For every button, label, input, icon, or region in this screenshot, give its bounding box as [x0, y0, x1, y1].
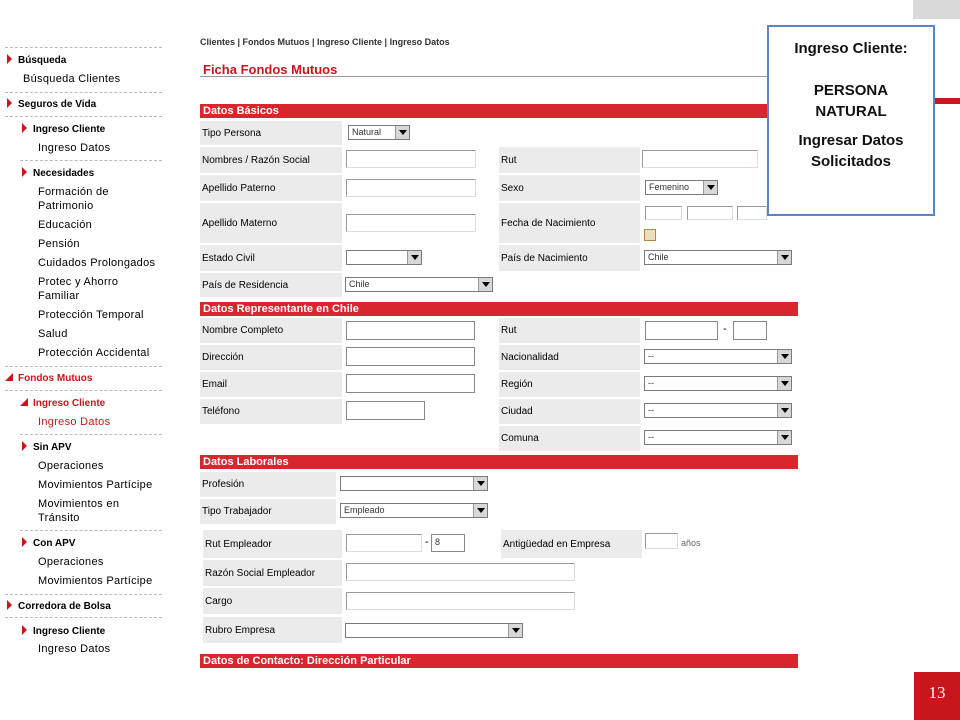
select-pais-nacimiento[interactable] [644, 250, 792, 265]
callout-line-1: Ingreso Cliente: [794, 40, 908, 57]
label-nombres: Nombres / Razón Social [200, 147, 342, 173]
dropdown-arrow-icon [777, 251, 791, 264]
sidebar-link-salud[interactable]: Salud [38, 328, 68, 340]
sidebar-link-sin-apv-movimientos[interactable]: Movimientos Partícipe [38, 479, 153, 491]
label-region: Región [499, 372, 640, 397]
input-fecha-mes[interactable] [687, 206, 733, 220]
label-sexo: Sexo [499, 175, 640, 201]
select-ciudad[interactable] [644, 403, 792, 418]
input-direccion[interactable] [346, 347, 475, 366]
sidebar-link-cuidados[interactable]: Cuidados Prolongados [38, 257, 156, 269]
label-ciudad: Ciudad [499, 399, 640, 424]
sidebar-item-fm-ingreso-cliente[interactable]: Ingreso Cliente [33, 398, 106, 409]
input-rut-empleador-dv[interactable]: 8 [431, 534, 465, 552]
input-rut[interactable] [642, 150, 758, 168]
input-apellido-materno[interactable] [346, 214, 476, 232]
page-title: Ficha Fondos Mutuos [203, 62, 338, 77]
sidebar-link-protec-ahorro-2[interactable]: Familiar [38, 290, 80, 302]
chevron-down-icon [20, 398, 28, 406]
select-estado-civil[interactable] [346, 250, 422, 265]
sidebar-link-formacion-2[interactable]: Patrimonio [38, 200, 94, 212]
label-cargo: Cargo [203, 588, 342, 614]
chevron-right-icon [22, 167, 27, 177]
dropdown-arrow-icon [777, 431, 791, 444]
sidebar-separator [20, 160, 162, 161]
sidebar-item-necesidades[interactable]: Necesidades [33, 168, 95, 179]
sidebar-item-busqueda[interactable]: Búsqueda [18, 55, 67, 66]
input-rut-empleador[interactable] [346, 534, 422, 552]
sidebar-link-pension[interactable]: Pensión [38, 238, 80, 250]
label-pais-residencia: País de Residencia [200, 273, 342, 297]
sidebar-link-protec-ahorro[interactable]: Protec y Ahorro [38, 276, 119, 288]
title-divider [200, 76, 800, 77]
sidebar-separator [5, 92, 162, 93]
sidebar-item-sv-ingreso-cliente[interactable]: Ingreso Cliente [33, 124, 106, 135]
breadcrumb: Clientes | Fondos Mutuos | Ingreso Cliente | Ingreso Datos [200, 37, 450, 47]
input-telefono[interactable] [346, 401, 425, 420]
sidebar-link-busqueda-clientes[interactable]: Búsqueda Clientes [23, 73, 121, 85]
select-pais-nacimiento-value: Chile [648, 252, 669, 262]
input-fecha-dia[interactable] [645, 206, 682, 220]
input-email[interactable] [346, 374, 475, 393]
sidebar-separator [5, 47, 162, 48]
sidebar-link-con-apv-movimientos[interactable]: Movimientos Partícipe [38, 575, 153, 587]
callout-spacer [769, 59, 933, 80]
label-profesion: Profesión [200, 472, 336, 497]
sidebar-item-con-apv[interactable]: Con APV [33, 538, 76, 549]
label-apellido-paterno: Apellido Paterno [200, 175, 342, 201]
sidebar-link-proteccion-accidental[interactable]: Protección Accidental [38, 347, 150, 359]
sidebar-item-sin-apv[interactable]: Sin APV [33, 442, 72, 453]
sidebar-link-formacion[interactable]: Formación de [38, 186, 109, 198]
input-cargo[interactable] [346, 592, 575, 610]
sidebar-link-sin-apv-operaciones[interactable]: Operaciones [38, 460, 104, 472]
select-sexo[interactable] [645, 180, 718, 195]
input-rep-rut-dv[interactable] [733, 321, 767, 340]
callout-line-2: PERSONA [813, 82, 889, 99]
sidebar-item-seguros-vida[interactable]: Seguros de Vida [18, 99, 97, 110]
chevron-right-icon [7, 600, 12, 610]
sidebar-link-proteccion-temporal[interactable]: Protección Temporal [38, 309, 144, 321]
sidebar-link-fm-ingreso-datos[interactable]: Ingreso Datos [38, 416, 111, 428]
chevron-right-icon [22, 123, 27, 133]
dropdown-arrow-icon [473, 504, 487, 517]
section-representante: Datos Representante en Chile [200, 302, 798, 316]
dropdown-arrow-icon [395, 126, 409, 139]
label-tipo-persona: Tipo Persona [200, 121, 342, 145]
dropdown-arrow-icon [777, 350, 791, 363]
select-ciudad-value: -- [648, 405, 654, 415]
label-nacionalidad: Nacionalidad [499, 345, 640, 370]
dropdown-arrow-icon [478, 278, 492, 291]
callout-spacer [769, 122, 933, 130]
select-pais-residencia[interactable] [345, 277, 493, 292]
label-tipo-trabajador: Tipo Trabajador [200, 499, 336, 524]
sidebar [0, 0, 170, 668]
input-antiguedad[interactable] [645, 533, 678, 549]
dropdown-arrow-icon [777, 404, 791, 417]
label-apellido-materno: Apellido Materno [200, 203, 342, 243]
label-direccion: Dirección [200, 345, 342, 370]
label-email: Email [200, 372, 342, 397]
sidebar-link-educacion[interactable]: Educación [38, 219, 93, 231]
sidebar-separator [20, 530, 162, 531]
select-tipo-trabajador[interactable] [340, 503, 488, 518]
select-tipo-persona-value: Natural [352, 127, 382, 137]
input-razon-social[interactable] [346, 563, 575, 581]
calendar-icon[interactable] [644, 229, 656, 241]
sidebar-link-con-apv-operaciones[interactable]: Operaciones [38, 556, 104, 568]
label-rut: Rut [499, 147, 640, 173]
sidebar-item-cb-ingreso-cliente[interactable]: Ingreso Cliente [33, 626, 106, 637]
input-rep-rut[interactable] [645, 321, 718, 340]
callout-box [767, 25, 935, 216]
chevron-right-icon [7, 54, 12, 64]
input-nombre-completo[interactable] [346, 321, 475, 340]
chevron-right-icon [22, 625, 27, 635]
select-rubro[interactable] [345, 623, 523, 638]
label-antiguedad: Antigüedad en Empresa [501, 530, 642, 558]
callout-line-3: NATURAL [815, 103, 887, 120]
label-estado-civil: Estado Civil [200, 245, 342, 271]
select-region[interactable] [644, 376, 792, 391]
sidebar-item-fondos-mutuos[interactable]: Fondos Mutuos [18, 373, 93, 384]
accent-bar [935, 98, 960, 104]
sidebar-separator [5, 594, 162, 595]
section-contacto: Datos de Contacto: Dirección Particular [200, 654, 798, 668]
dropdown-arrow-icon [407, 251, 421, 264]
sidebar-separator [20, 434, 162, 435]
rut-dash: - [723, 323, 727, 335]
label-rut-empleador: Rut Empleador [203, 530, 342, 558]
select-tipo-persona[interactable] [348, 125, 410, 140]
page-number: 13 [914, 672, 960, 720]
select-comuna[interactable] [644, 430, 792, 445]
select-pais-residencia-value: Chile [349, 279, 370, 289]
sidebar-separator [5, 366, 162, 367]
chevron-down-icon [5, 373, 13, 381]
label-rep-rut: Rut [499, 318, 640, 343]
select-nacionalidad[interactable] [644, 349, 792, 364]
sidebar-link-cb-ingreso-datos[interactable]: Ingreso Datos [38, 643, 111, 655]
input-nombres[interactable] [346, 150, 476, 168]
section-laborales: Datos Laborales [200, 455, 798, 469]
rut-empleador-dash: - [425, 536, 429, 548]
callout-line-5: Solicitados [810, 153, 892, 170]
dropdown-arrow-icon [777, 377, 791, 390]
dropdown-arrow-icon [703, 181, 717, 194]
label-razon-social: Razón Social Empleador [203, 560, 342, 586]
sidebar-link-movimientos-transito-2[interactable]: Tránsito [38, 512, 80, 524]
sidebar-link-movimientos-transito[interactable]: Movimientos en [38, 498, 120, 510]
label-telefono: Teléfono [200, 399, 342, 424]
chevron-right-icon [7, 98, 12, 108]
select-tipo-trabajador-value: Empleado [344, 505, 385, 515]
dropdown-arrow-icon [473, 477, 487, 490]
label-comuna: Comuna [499, 426, 640, 451]
select-profesion[interactable] [340, 476, 488, 491]
sidebar-item-corredora[interactable]: Corredora de Bolsa [18, 601, 111, 612]
dropdown-arrow-icon [508, 624, 522, 637]
callout-line-4: Ingresar Datos [798, 132, 904, 149]
sidebar-separator [5, 390, 162, 391]
select-region-value: -- [648, 378, 654, 388]
input-apellido-paterno[interactable] [346, 179, 476, 197]
section-datos-basicos: Datos Básicos [200, 104, 798, 118]
chevron-right-icon [22, 441, 27, 451]
sidebar-separator [5, 617, 162, 618]
label-fecha-nacimiento: Fecha de Nacimiento [499, 203, 640, 243]
anos-label: años [681, 538, 701, 548]
label-rubro: Rubro Empresa [203, 617, 342, 643]
corner-grey-block [913, 0, 960, 19]
chevron-right-icon [22, 537, 27, 547]
select-comuna-value: -- [648, 432, 654, 442]
select-sexo-value: Femenino [649, 182, 690, 192]
input-fecha-anio[interactable] [737, 206, 767, 220]
select-nacionalidad-value: -- [648, 351, 654, 361]
label-pais-nacimiento: País de Nacimiento [499, 245, 640, 271]
sidebar-link-sv-ingreso-datos[interactable]: Ingreso Datos [38, 142, 111, 154]
sidebar-separator [5, 116, 162, 117]
label-nombre-completo: Nombre Completo [200, 318, 342, 343]
